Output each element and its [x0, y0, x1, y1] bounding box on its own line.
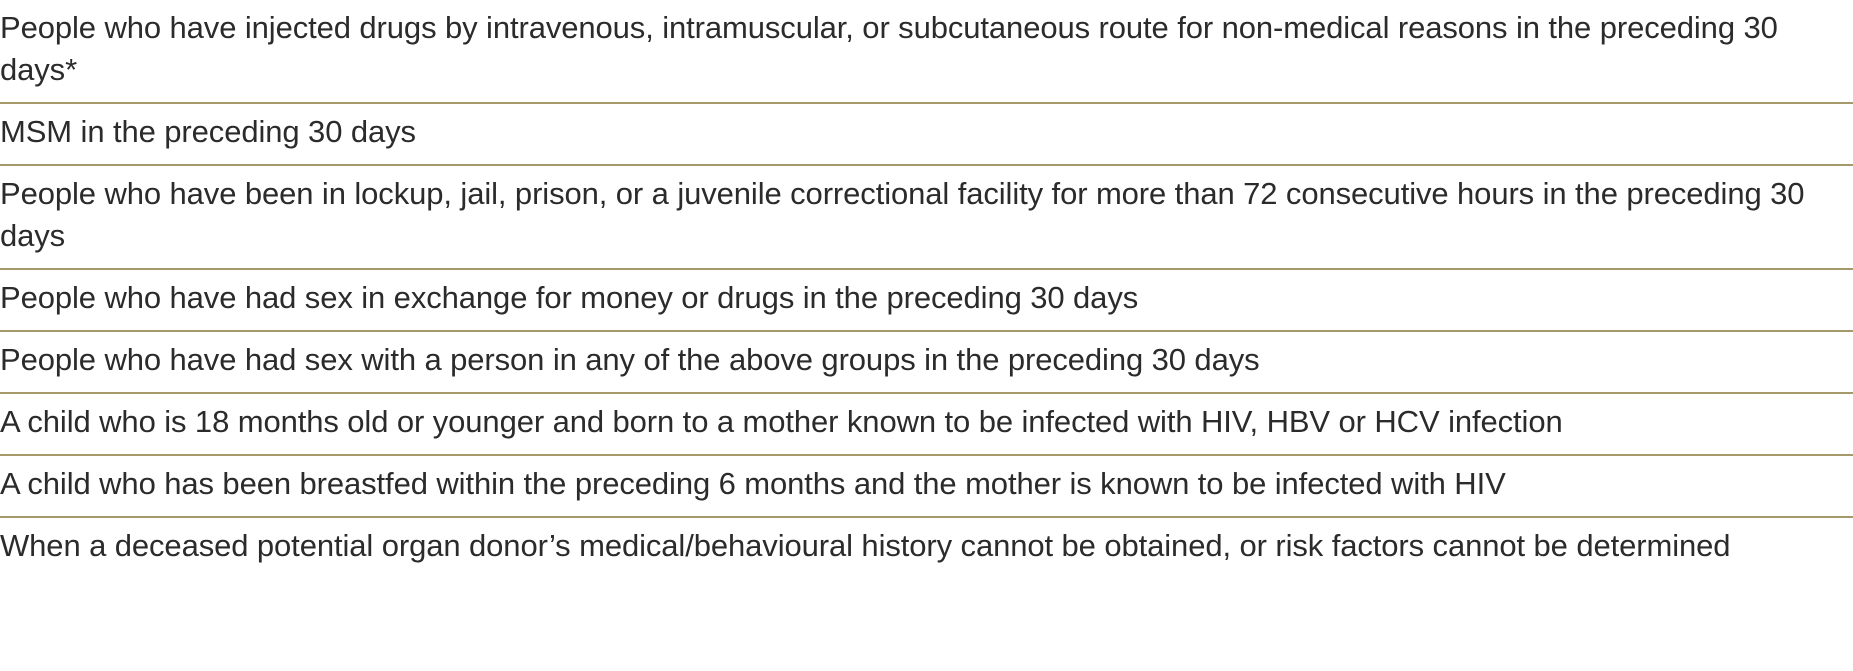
row-text-breastfed-child: A child who has been breastfed within the preceding 6 months and the mother is known to be infected with HIV — [0, 466, 1506, 501]
table-row — [0, 332, 1853, 394]
row-text-sex-exchange: People who have had sex in exchange for money or drugs in the preceding 30 days — [0, 280, 1139, 315]
table-row — [0, 518, 1853, 578]
table-row — [0, 0, 1853, 104]
row-text-incarceration: People who have been in lockup, jail, prison, or a juvenile correctional facility for more than 72 consecutive hours in the preceding 30 days — [0, 176, 1805, 253]
table-row — [0, 166, 1853, 270]
table-row — [0, 270, 1853, 332]
row-text-partner-of-groups: People who have had sex with a person in any of the above groups in the preceding 30 days — [0, 342, 1260, 377]
row-text-child-18-months: A child who is 18 months old or younger and born to a mother known to be infected with HIV, HBV or HCV infection — [0, 404, 1563, 439]
table-row — [0, 104, 1853, 166]
table-row — [0, 394, 1853, 456]
row-text-unknown-history: When a deceased potential organ donor’s medical/behavioural history cannot be obtained, or risk factors cannot be determined — [0, 528, 1731, 563]
row-text-injected-drugs: People who have injected drugs by intravenous, intramuscular, or subcutaneous route for non-medical reasons in the preceding 30 days* — [0, 10, 1778, 87]
table-row — [0, 456, 1853, 518]
row-text-msm: MSM in the preceding 30 days — [0, 114, 416, 149]
